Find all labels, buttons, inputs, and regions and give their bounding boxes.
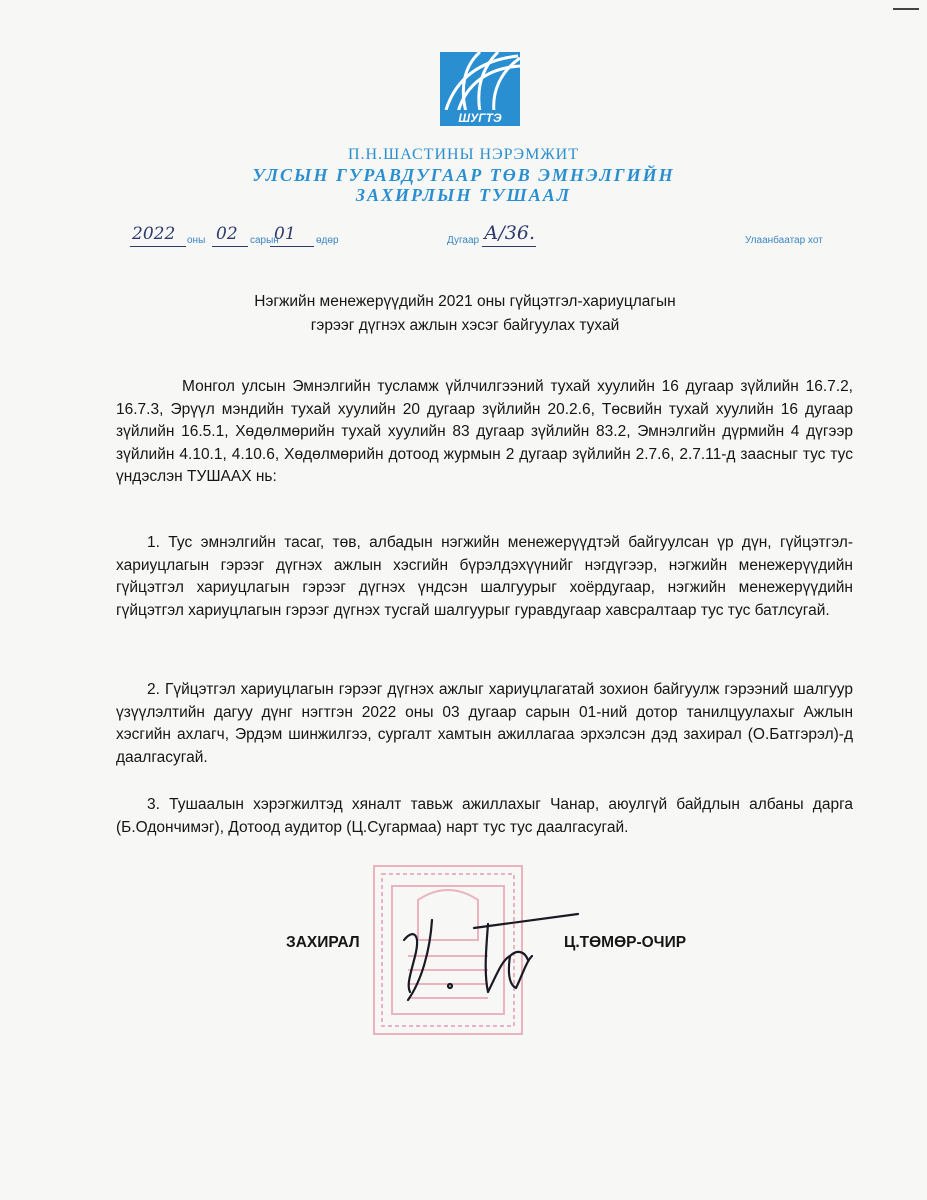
order-item-3: 3. Тушаалын хэрэгжилтэд хяналт тавьж ажиллахыг Чанар, аюулгүй байдлын албаны дарга (Б.Одончимэг), Дотоод аудитор (Ц.Сугармаа) нарт тус тус даалгасугай. [116, 796, 853, 836]
city-label: Улаанбаатар хот [745, 235, 823, 246]
org-name-line1: П.Н.ШАСТИНЫ НЭРЭМЖИТ [348, 146, 579, 163]
order-number: А/36. [484, 222, 536, 244]
order-heading: ЗАХИРЛЫН ТУШААЛ [355, 185, 572, 205]
date-month: 02 [216, 224, 238, 244]
order-title-line2: гэрээг дүгнэх ажлын хэсэг байгуулах тухай [310, 317, 620, 334]
order-meta-row [0, 224, 927, 254]
number-underline [482, 246, 536, 247]
scan-mark [893, 8, 919, 10]
intro-paragraph: Монгол улсын Эмнэлгийн тусламж үйлчилгээний тухай хуулийн 16 дугаар зүйлийн 16.7.2, 16.7.3, Эрүүл мэндийн тухай хуулийн 20 дугаар зүйлийн 20.2.6, Төсвийн тухай хуулийн 16 дугаар зүйлийн 16.5.1, Хөдөлмөрийн тухай хуулийн 83 дугаар зүйлийн 83.2, Эмнэлгийн дүрмийн 4 дүгээр зүйлийн 4.10.1, 4.10.6, Хөдөлмөрийн дотоод журмын 2 дугаар зүйлийн 2.7.6, 2.7.11-д заасныг тус тус үндэслэн ТУШААХ нь: [116, 378, 853, 486]
year-underline [130, 246, 186, 247]
month-label: сарын [250, 235, 279, 246]
order-title [140, 290, 790, 338]
order-title-line1: Нэгжийн менежерүүдийн 2021 оны гүйцэтгэл-хариуцлагын [254, 293, 676, 310]
date-year: 2022 [132, 224, 176, 244]
number-label: Дугаар [447, 235, 480, 246]
hospital-logo [436, 48, 524, 130]
org-name-line2: УЛСЫН ГУРАВДУГААР ТӨВ ЭМНЭЛГИЙН [252, 165, 675, 185]
order-item-2: 2. Гүйцэтгэл хариуцлагын гэрээг дүгнэх ажлыг хариуцлагатай зохион байгуулж гэрээний шалгуур үзүүлэлтийн дагуу дүнг нэгтгэн 2022 оны 03 дугаар сарын 01-ний дотор танилцуулахыг Ажлын хэсгийн ахлагч, Эрдэм шинжилгээ, сургалт хамтын ажиллагаа эрхэлсэн дэд захирал (О.Батгэрэл)-д даалгасугай. [116, 681, 853, 766]
signatory-title: ЗАХИРАЛ [286, 934, 360, 951]
order-item-1: 1. Тус эмнэлгийн тасаг, төв, албадын нэгжийн менежерүүдтэй байгуулсан үр дүн, гүйцэтгэл-хариуцлагын гэрээг дүгнэх ажлын хэсгийн бүрэлдэхүүнийг нэгдүгээр, нэгжийн менежерүүдийн гүйцэтгэл хариуцлагын гэрээг дүгнэх үндсэн шалгуурыг хоёрдугаар, нэгжийн менежерүүдийн гүйцэтгэл хариуцлагын гэрээг дүгнэх тусгай шалгуурыг гуравдугаар хавсралтаар тус тус батлсугай. [116, 534, 853, 619]
month-underline [212, 246, 248, 247]
day-underline [270, 246, 314, 247]
logo-text: ШУГТЭ [458, 111, 502, 125]
date-day: 01 [274, 224, 296, 244]
handwritten-signature [392, 900, 582, 1010]
year-label: оны [187, 235, 206, 246]
day-label: өдөр [316, 235, 339, 246]
signatory-name: Ц.ТӨМӨР-ОЧИР [564, 934, 687, 951]
